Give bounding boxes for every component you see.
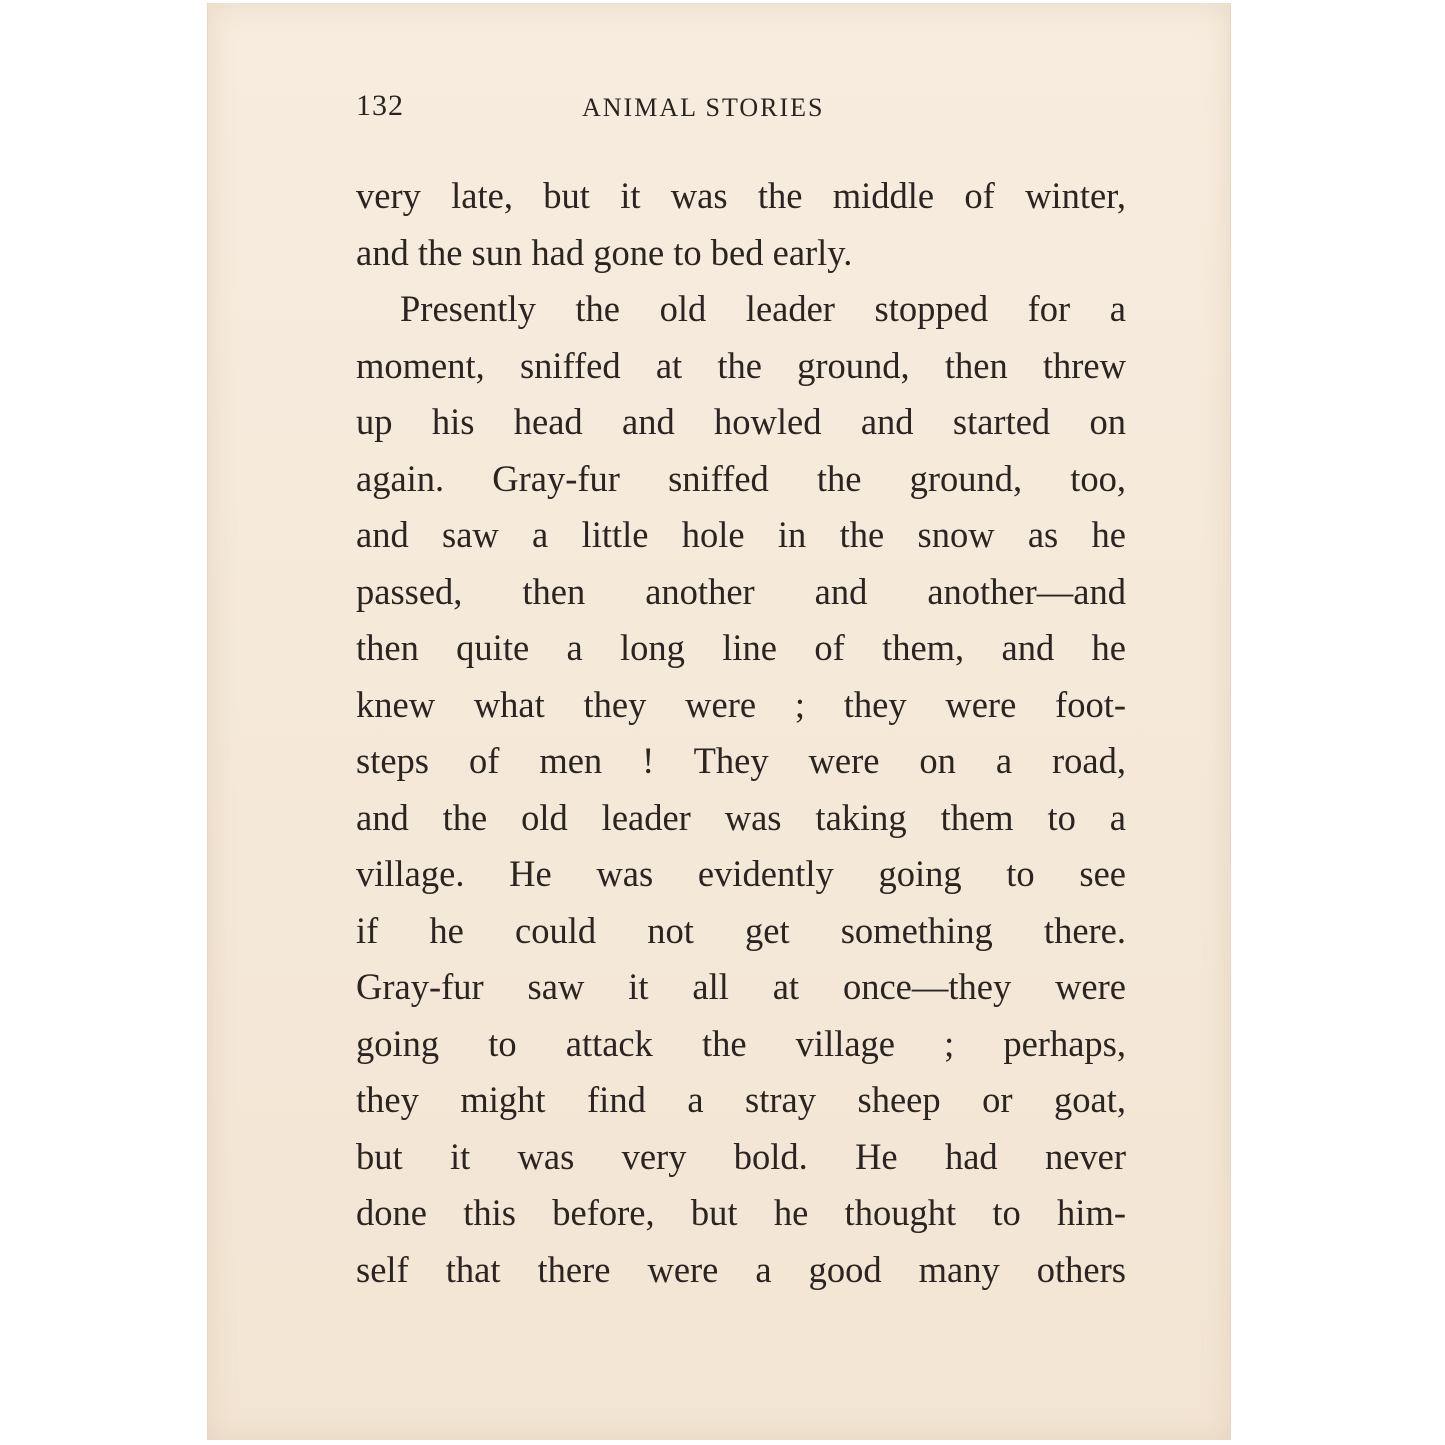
text-line: Presently the old leader stopped for a (400, 288, 1126, 329)
text-line: passed, then another and another—and (356, 570, 1126, 612)
text-line: and the old leader was taking them to a (356, 796, 1126, 838)
running-head-title: ANIMAL STORIES (582, 93, 825, 122)
text-line: village. He was evidently going to see (356, 853, 1126, 894)
book-page (207, 3, 1231, 1440)
text-line: and the sun had gone to bed early. (356, 231, 853, 273)
text-line: again. Gray-fur sniffed the ground, too, (356, 457, 1126, 499)
text-line: then quite a long line of them, and he (356, 627, 1126, 668)
text-line: if he could not get something there. (356, 909, 1126, 951)
page-number: 132 (356, 89, 404, 122)
body-text (356, 168, 1126, 1298)
text-line: Gray-fur saw it all at once—they were (356, 966, 1126, 1007)
text-line: very late, but it was the middle of winter, (356, 175, 1126, 216)
text-line: moment, sniffed at the ground, then threw (356, 344, 1126, 386)
text-line: steps of men ! They were on a road, (356, 740, 1126, 781)
text-line: done this before, but he thought to him- (356, 1192, 1126, 1233)
text-line: knew what they were ; they were foot- (356, 683, 1126, 725)
text-line: but it was very bold. He had never (356, 1135, 1126, 1177)
text-line: and saw a little hole in the snow as he (356, 514, 1126, 555)
text-line: self that there were a good many others (356, 1248, 1126, 1290)
text-line: they might find a stray sheep or goat, (356, 1079, 1126, 1120)
text-line: going to attack the village ; perhaps, (356, 1022, 1126, 1064)
text-line: up his head and howled and started on (356, 401, 1126, 442)
running-head (356, 89, 1126, 133)
